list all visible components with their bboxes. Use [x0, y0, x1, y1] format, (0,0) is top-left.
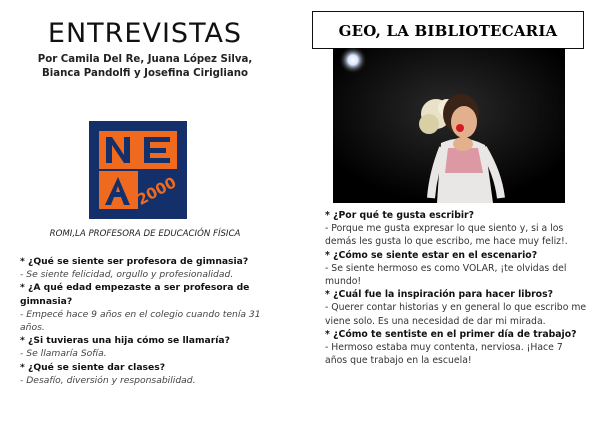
question: * ¿Cómo te sentiste en el primer día de trabajo? [325, 328, 577, 340]
svg-text:2000: 2000 [133, 173, 180, 209]
answer: - Desafío, diversión y responsabilidad. [20, 374, 196, 386]
left-column [0, 0, 290, 424]
geo-qa-list [325, 209, 587, 367]
answer: - Hermoso estaba muy contenta, nerviosa. ¡Hace 7 años que trabajo en la escuela! [325, 342, 563, 367]
question: * ¿Cuál fue la inspiración para hacer libros? [325, 289, 553, 301]
answer: - Empecé hace 9 años en el colegio cuando tenía 31 años. [20, 308, 261, 334]
question: * ¿A qué edad empezaste a ser profesora de gimnasia? [20, 282, 250, 307]
nea-logo [89, 121, 187, 219]
authors-line-1: Por Camila Del Re, Juana López Silva, [37, 54, 253, 65]
answer: - Querer contar historias y en general lo que escribo me viene solo. Es una necesidad de dar mi mirada. [325, 302, 587, 327]
interview-subtitle: ROMI,LA PROFESORA DE EDUCACIÓN FÍSICA [49, 229, 241, 239]
answer: - Se siente felicidad, orgullo y profesionalidad. [20, 269, 234, 281]
answer: - Porque me gusta expresar lo que siento y, si a los demás les gusta lo que escribo, me hace muy feliz!. [325, 223, 568, 248]
question: * ¿Qué se siente dar clases? [20, 361, 166, 373]
question: * ¿Qué se siente ser profesora de gimnasia? [20, 256, 249, 267]
answer: - Se siente hermoso es como VOLAR, ¡te olvidas del mundo! [325, 262, 567, 288]
answer: - Se llamaría Sofía. [20, 348, 107, 360]
title-box [312, 11, 584, 49]
question: * ¿Si tuvieras una hija cómo se llamaría? [20, 335, 230, 347]
authors-line-2: Bianca Pandolfi y Josefina Cirigliano [41, 68, 249, 79]
authors [0, 53, 290, 81]
performer-photo [333, 48, 565, 203]
section-title: GEO, LA BIBLIOTECARIA [338, 22, 558, 40]
question: * ¿Cómo se siente estar en el escenario? [325, 249, 538, 261]
question: * ¿Por qué te gusta escribir? [325, 210, 475, 221]
right-column [300, 0, 600, 424]
page-title: ENTREVISTAS [47, 18, 243, 49]
interview-qa-list [20, 255, 282, 387]
